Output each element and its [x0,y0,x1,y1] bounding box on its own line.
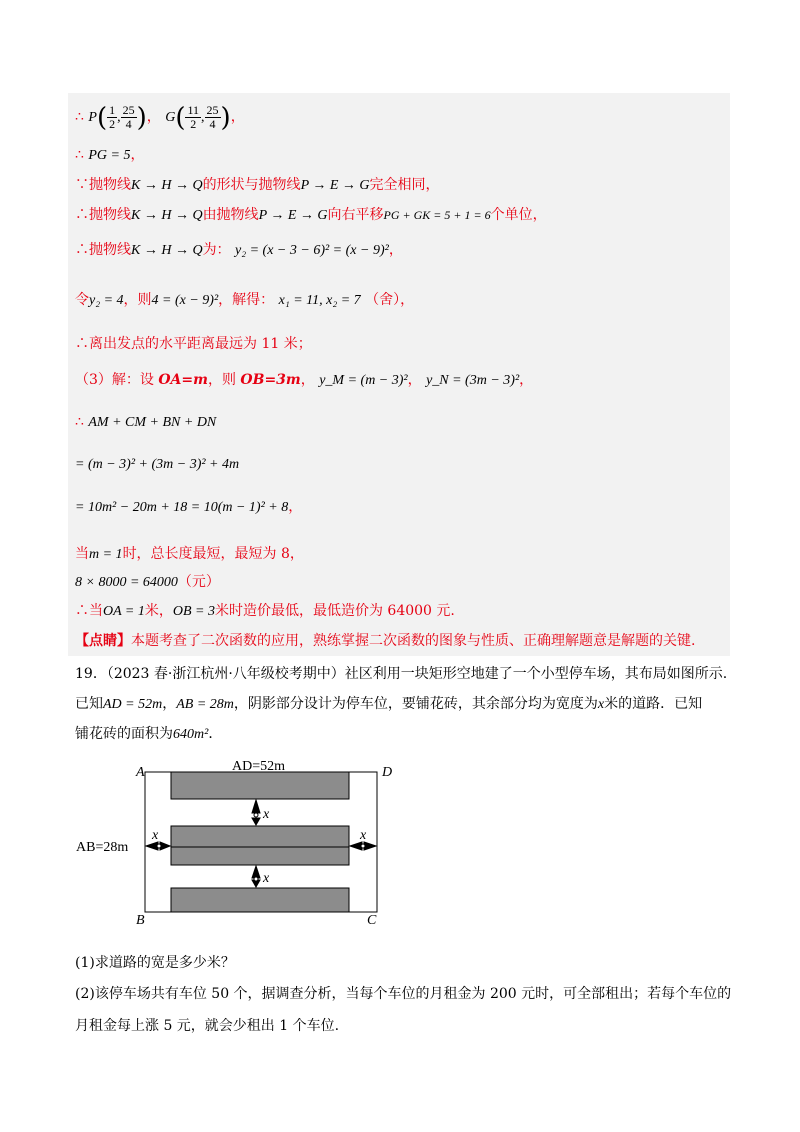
comment-tag: 【点睛】 [75,633,131,649]
fraction: $\frac{11}{2}$ [187,103,200,132]
point-g: G [165,110,176,125]
solution-line-7: ∴离出发点的水平距离最远为 11 米； [75,336,312,352]
label-c: C [367,913,377,928]
solution-line-3: ∵抛物线K → H → Q的形状与抛物线P → E → G完全相同， [75,177,440,193]
sub-question-2-cont: 月租金每上涨 5 元，就会少租出 1 个车位. [75,1018,340,1034]
parking-strip-bottom [171,888,349,912]
math-expression: PG + GK = 5 + 1 = 6 [383,208,491,222]
label-x-top: x [263,807,270,822]
fraction: $\frac{25}{4}$ [122,103,135,132]
solution-line-2: ∴ PG = 5， [75,147,145,163]
label-x-bottom: x [263,871,270,886]
therefore-symbol: ∴ [75,109,84,125]
question-line-1: 19．（2023 春·浙江杭州·八年级校考期中）社区利用一块矩形空地建了一个小型停车场，其布局如图所示. [75,666,728,682]
math-expression: K → H → Q [131,178,203,193]
solution-line-15: 【点睛】本题考查了二次函数的应用，熟练掌握二次函数的图象与性质、正确理解题意是解题的关键. [75,633,696,649]
parking-strip-middle-lower [171,847,349,865]
math-expression: PG = 5 [88,148,131,163]
fraction: $\frac{25}{4}$ [206,103,219,132]
solution-line-8: （3）解：设 OA=m，则 OB=3m， y_M = (m − 3)²， y_N = (3m − 3)²， [75,372,534,388]
label-x-left: x [152,828,159,843]
math-expression: y₂ = (x − 3 − 6)² = (x − 9)² [235,243,389,258]
solution-line-10: = (m − 3)² + (3m − 3)² + 4m [75,457,240,472]
parking-lot-figure [70,760,400,935]
solution-line-9: ∴ AM + CM + BN + DN [75,414,217,430]
label-a: A [136,765,145,780]
solution-line-6: 令y₂ = 4，则4 = (x − 9)²，解得： x₁ = 11, x₂ = 7 （舍）， [75,292,415,308]
parking-strip-middle-upper [171,826,349,847]
label-b: B [136,913,145,928]
solution-line-11: = 10m² − 20m + 18 = 10(m − 1)² + 8， [75,499,303,515]
label-ab: AB=28m [76,840,129,855]
question-line-2: 已知AD = 52m，AB = 28m，阴影部分设计为停车位，要铺花砖，其余部分均为宽度为x米的道路．已知 [75,696,703,712]
solution-line-12: 当m = 1时，总长度最短，最短为 8， [75,546,304,562]
fraction: $\frac{1}{2}$ [109,103,116,132]
label-x-right: x [360,828,367,843]
solution-line-5: ∴抛物线K → H → Q为： y₂ = (x − 3 − 6)² = (x − 9)²， [75,242,403,258]
label-d: D [382,765,393,780]
label-ad: AD=52m [232,760,286,774]
solution-line-13: 8 × 8000 = 64000（元） [75,574,220,590]
sub-question-1: (1)求道路的宽是多少米？ [75,955,235,971]
question-line-3: 铺花砖的面积为640m²． [75,726,223,742]
sub-question-2: (2)该停车场共有车位 50 个，据调查分析，当每个车位的月租金为 200 元时，可全部租出；若每个车位的 [75,986,732,1002]
math-expression: P → E → G [300,178,370,193]
parking-strip-top [171,772,349,799]
solution-line-1: ∴ P( $\frac{1}{2}$ , $\frac{25}{4}$ )， G( $\frac{11}{2}$ , $\frac{25}{4}$ )， [75,102,245,133]
solution-line-4: ∴抛物线K → H → Q由抛物线P → E → G向右平移PG + GK = 5 + 1 = 6个单位， [75,207,547,223]
solution-line-14: ∴当OA = 1米，OB = 3米时造价最低，最低造价为 64000 元. [75,603,455,619]
point-p: P [88,110,97,125]
